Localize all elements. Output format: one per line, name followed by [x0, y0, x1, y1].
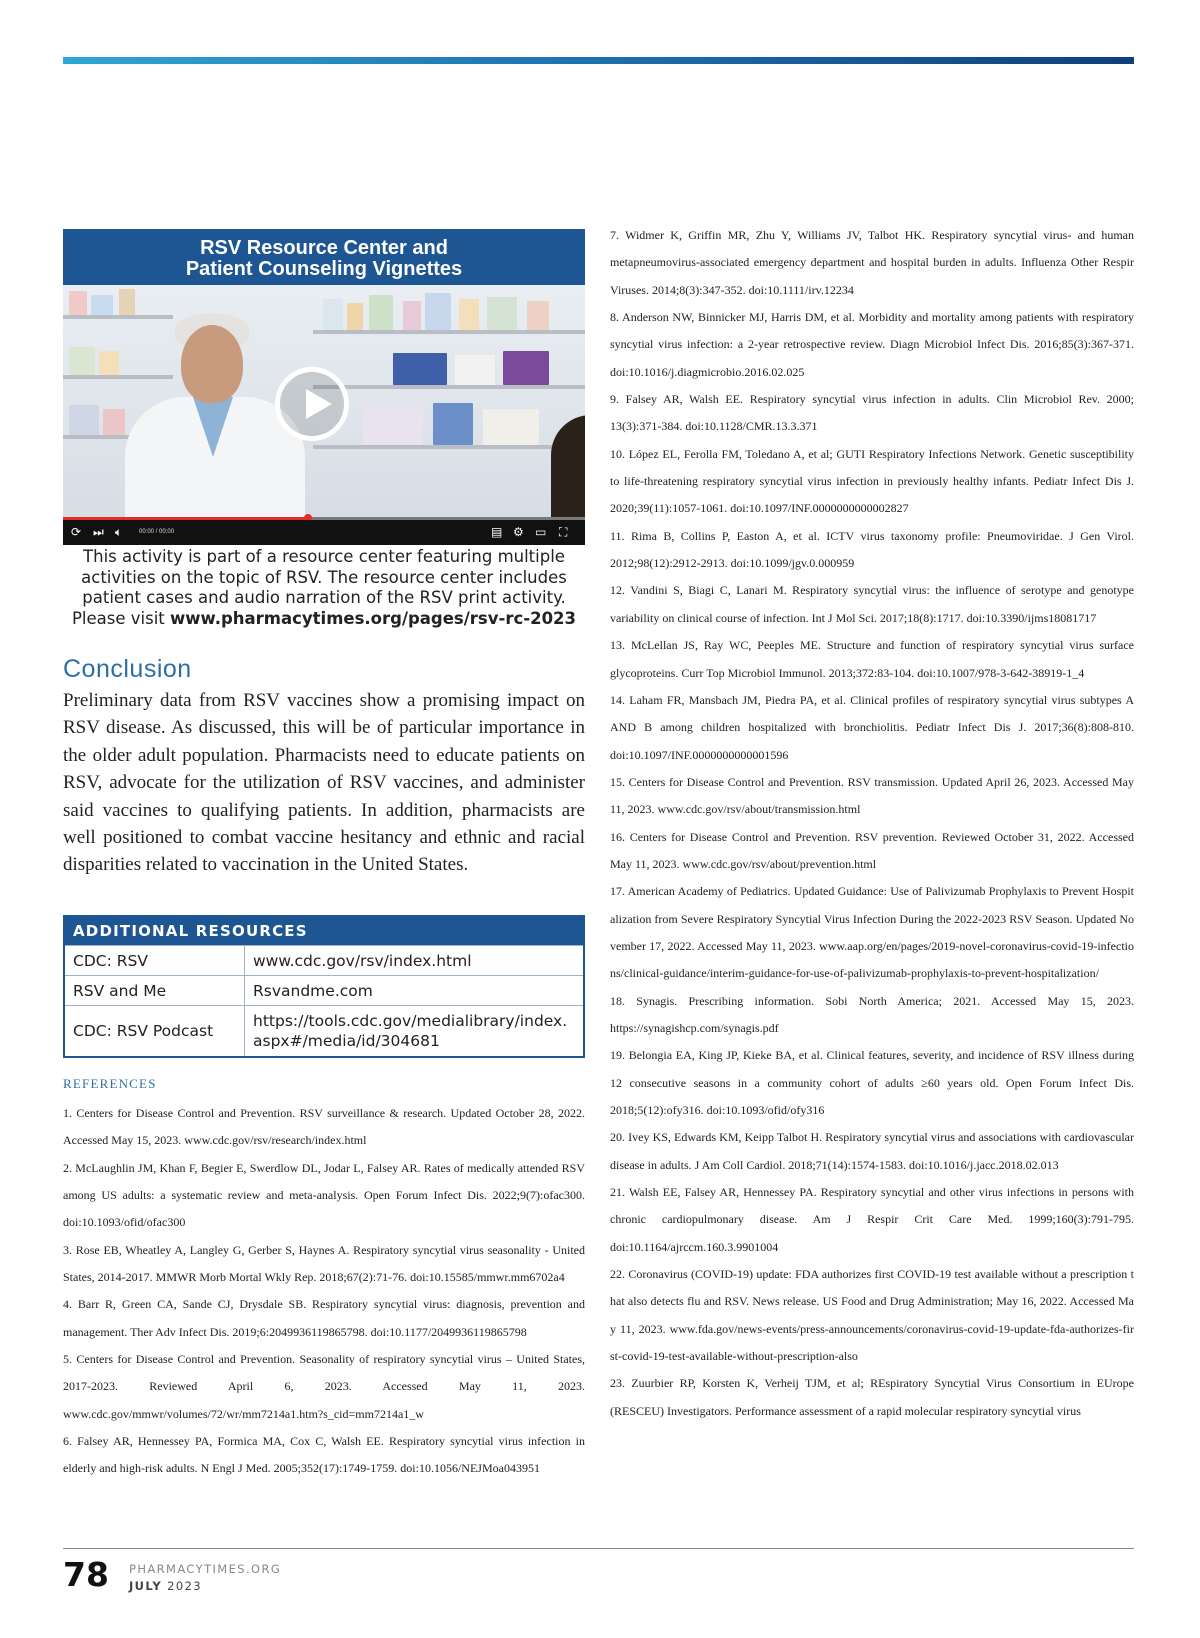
reference-item: 20. Ivey KS, Edwards KM, Keipp Talbot H. Respiratory syncytial virus and associations with cardiovascular disease in adults. J Am Coll Cardiol. 2018;71(14):1574-1583. doi:10.1016/j.jacc.2018.02.013	[610, 1130, 1134, 1172]
conclusion-body: Preliminary data from RSV vaccines show a promising impact on RSV disease. As discussed, this will be of particular importance in the older adult population. Pharmacists need to educate patients on RSV, advocate for the utilization of RSV vaccines, and administer said vaccines to qualifying patients. In addition, pharmacists are well positioned to combat vaccine hesitancy and ethnic and racial disparities related to vaccination in the United States.	[63, 690, 585, 876]
conclusion-heading: Conclusion	[63, 655, 192, 683]
reference-item: 6. Falsey AR, Hennessey PA, Formica MA, Cox C, Walsh EE. Respiratory syncytial virus infection in elderly and high-risk adults. N Engl J Med. 2005;352(17):1749-1759. doi:10.1056/NEJMoa043951	[63, 1434, 585, 1476]
references-list-left	[63, 1100, 585, 1483]
reference-item: 9. Falsey AR, Walsh EE. Respiratory syncytial virus infection in adults. Clin Microbiol Rev. 2000; 13(3):371-384. doi:10.1128/CMR.13.3.371	[610, 392, 1134, 434]
patient-figure	[551, 415, 585, 517]
reference-item: 15. Centers for Disease Control and Prevention. RSV transmission. Updated April 26, 2023. Accessed May 11, 2023. www.cdc.gov/rsv/about/transmission.html	[610, 774, 1134, 817]
miniplayer-icon[interactable]: ▭	[535, 525, 547, 539]
video-controls	[63, 520, 585, 545]
references-list-right	[610, 222, 1134, 1425]
footer-year: 2023	[167, 1579, 203, 1593]
page-number: 78	[63, 1555, 109, 1594]
video-title-line-1: RSV Resource Center and	[200, 237, 448, 259]
resource-name: RSV and Me	[65, 976, 245, 1005]
video-time: 00:00 / 00:00	[139, 529, 175, 535]
reference-item: 5. Centers for Disease Control and Prevention. Seasonality of respiratory syncytial virus – United States, 2017-2023. Reviewed April 6, 2023. Accessed May 11, 2023. www.cdc.gov/mmwr/volumes/72/wr/mm7214a1.htm?s_cid=mm7214a1_w	[63, 1352, 585, 1421]
skip-next-icon[interactable]: ⏭	[93, 525, 104, 539]
resource-link[interactable]: Rsvandme.com	[253, 981, 373, 1000]
reference-item: 23. Zuurbier RP, Korsten K, Verheij TJM, et al; REspiratory Syncytial Virus Consortium in EUrope (RESCEU) Investigators. Performance assessment of a rapid molecular respiratory syncytial virus	[610, 1376, 1134, 1418]
resource-link[interactable]: https://tools.cdc.gov/medialibrary/index.aspx#/media/id/304681	[253, 1012, 568, 1050]
reference-item: 7. Widmer K, Griffin MR, Zhu Y, Williams JV, Talbot HK. Respiratory syncytial virus- and human metapneumovirus-associated emergency department and hospital burden in adults. Influenza Other Respir Viruses. 2014;8(3):347-352. doi:10.1111/irv.12234	[610, 228, 1134, 297]
resource-name: CDC: RSV Podcast	[65, 1006, 245, 1056]
reference-item: 3. Rose EB, Wheatley A, Langley G, Gerber S, Haynes A. Respiratory syncytial virus seasonality - United States, 2014-2017. MMWR Morb Mortal Wkly Rep. 2018;67(2):71-76. doi:10.15585/mmwr.mm6702a4	[63, 1242, 585, 1285]
table-row	[65, 975, 583, 1005]
reference-item: 11. Rima B, Collins P, Easton A, et al. ICTV virus taxonomy profile: Pneumoviridae. J Gen Virol. 2012;98(12):2912-2913. doi:10.1099/jgv.0.000959	[610, 528, 1134, 571]
video-title-line-2: Patient Counseling Vignettes	[185, 258, 463, 280]
reference-item: 17. American Academy of Pediatrics. Updated Guidance: Use of Palivizumab Prophylaxis to Prevent Hospitalization from Severe Respiratory Syncytial Virus Infection During the 2022-2023 RSV Season. Updated November 17, 2022. Accessed May 11, 2023. www.aap.org/en/pages/2019-novel-coronavirus-covid-19-infections/clinical-guidance/interim-guidance-for-use-of-palivizumab-prophylaxis-to-prevent-hospitalization/	[610, 884, 1134, 981]
fullscreen-icon[interactable]: ⛶	[559, 525, 568, 539]
video-caption	[63, 547, 585, 629]
footer-month: JULY	[129, 1579, 163, 1593]
video-caption-text: This activity is part of a resource center featuring multiple activities on the topic of RSV. The resource center includes patient cases and audio narration of the RSV print activity. Please visit	[71, 547, 567, 628]
resource-link[interactable]: www.cdc.gov/rsv/index.html	[253, 951, 472, 970]
reference-item: 18. Synagis. Prescribing information. Sobi North America; 2021. Accessed May 15, 2023. https://synagishcp.com/synagis.pdf	[610, 993, 1134, 1035]
additional-resources-table	[63, 915, 585, 1058]
reference-item: 19. Belongia EA, King JP, Kieke BA, et al. Clinical features, severity, and incidence of RSV illness during 12 consecutive seasons in a community cohort of adults ≥60 years old. Open Forum Infect Dis. 2018;5(12):ofy316. doi:10.1093/ofid/ofy316	[610, 1048, 1134, 1117]
settings-gear-icon[interactable]: ⚙	[513, 525, 524, 539]
captions-icon[interactable]: ▤	[491, 525, 503, 539]
footer-divider	[63, 1548, 1134, 1549]
reference-item: 10. López EL, Ferolla FM, Toledano A, et al; GUTI Respiratory Infections Network. Genetic susceptibility to life-threatening respiratory syncytial virus infection in previously healthy infants. Pediatr Infect Dis J. 2020;39(11):1057-1061. doi:10.1097/INF.0000000000002827	[610, 446, 1134, 516]
footer-date	[129, 1579, 202, 1593]
replay-icon[interactable]: ⟳	[71, 525, 82, 539]
top-accent-bar	[63, 57, 1134, 64]
video-thumbnail[interactable]	[63, 285, 585, 517]
reference-item: 12. Vandini S, Biagi C, Lanari M. Respiratory syncytial virus: the influence of serotype and genotype variability on clinical course of infection. Int J Mol Sci. 2017;18(8):1717. doi:10.3390/ijms18081717	[610, 583, 1134, 625]
video-player[interactable]	[63, 229, 585, 545]
reference-item: 21. Walsh EE, Falsey AR, Hennessey PA. Respiratory syncytial and other virus infections in persons with chronic cardiopulmonary disease. Am J Respir Crit Care Med. 1999;160(3):791-795. doi:10.1164/ajrccm.160.3.9901004	[610, 1185, 1134, 1254]
volume-icon[interactable]: 🔈︎	[115, 525, 123, 539]
table-row	[65, 945, 583, 975]
additional-resources-heading: ADDITIONAL RESOURCES	[65, 917, 583, 945]
play-button[interactable]	[275, 367, 349, 441]
resource-center-link[interactable]: www.pharmacytimes.org/pages/rsv-rc-2023	[170, 608, 577, 628]
reference-item: 14. Laham FR, Mansbach JM, Piedra PA, et al. Clinical profiles of respiratory syncytial virus subtypes A AND B among children hospitalized with bronchiolitis. Pediatr Infect Dis J. 2017;36(8):808-810. doi:10.1097/INF.0000000000001596	[610, 692, 1134, 762]
reference-item: 22. Coronavirus (COVID-19) update: FDA authorizes first COVID-19 test available without a prescription that also detects flu and RSV. News release. US Food and Drug Administration; May 16, 2022. Accessed May 11, 2023. www.fda.gov/news-events/press-announcements/coronavirus-covid-19-update-fda-authorizes-first-covid-19-test-available-without-prescription-also	[610, 1267, 1134, 1364]
footer-site: PHARMACYTIMES.ORG	[129, 1562, 282, 1576]
reference-item: 8. Anderson NW, Binnicker MJ, Harris DM, et al. Morbidity and mortality among patients with respiratory syncytial virus infection: a 2-year retrospective review. Diagn Microbiol Infect Dis. 2016;85(3):367-371. doi:10.1016/j.diagmicrobio.2016.02.025	[610, 310, 1134, 379]
reference-item: 4. Barr R, Green CA, Sande CJ, Drysdale SB. Respiratory syncytial virus: diagnosis, prevention and management. Ther Adv Infect Dis. 2019;6:2049936119865798. doi:10.1177/2049936119865798	[63, 1297, 585, 1339]
play-icon	[306, 389, 332, 419]
reference-item: 13. McLellan JS, Ray WC, Peeples ME. Structure and function of respiratory syncytial virus surface glycoproteins. Curr Top Microbiol Immunol. 2013;372:83-104. doi:10.1007/978-3-642-38919-1_4	[610, 638, 1134, 680]
table-row	[65, 1005, 583, 1056]
resource-name: CDC: RSV	[65, 946, 245, 975]
reference-item: 1. Centers for Disease Control and Prevention. RSV surveillance & research. Updated October 28, 2022. Accessed May 15, 2023. www.cdc.gov/rsv/research/index.html	[63, 1106, 585, 1148]
reference-item: 16. Centers for Disease Control and Prevention. RSV prevention. Reviewed October 31, 2022. Accessed May 11, 2023. www.cdc.gov/rsv/about/prevention.html	[610, 829, 1134, 871]
reference-item: 2. McLaughlin JM, Khan F, Begier E, Swerdlow DL, Jodar L, Falsey AR. Rates of medically attended RSV among US adults: a systematic review and meta-analysis. Open Forum Infect Dis. 2022;9(7):ofac300. doi:10.1093/ofid/ofac300	[63, 1160, 585, 1230]
video-title	[63, 229, 585, 285]
references-heading: REFERENCES	[63, 1076, 157, 1091]
